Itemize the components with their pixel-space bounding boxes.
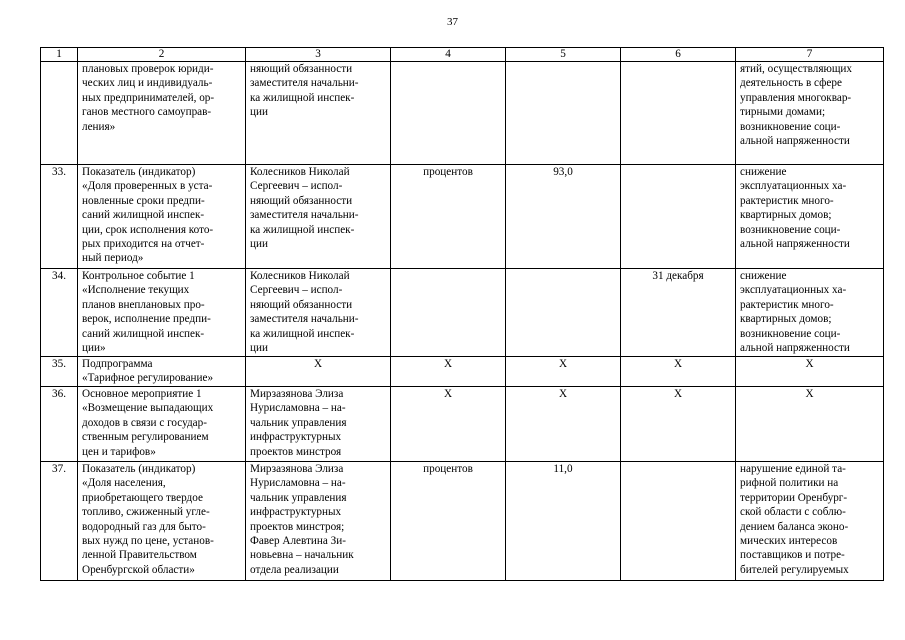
column-header: 1 xyxy=(41,48,78,62)
column-header: 6 xyxy=(621,48,736,62)
row-name: плановых проверок юриди- ческих лиц и индивидуаль- ных предпринимателей, ор- ганов местного самоуправ- ления» xyxy=(78,62,246,165)
row-value: 11,0 xyxy=(506,462,621,581)
row-unit: Х xyxy=(391,387,506,462)
row-responsible: Мирзазянова Элиза Нурисламовна – на- чальник управления инфраструктурных проектов минстроя; Фавер Алевтина Зи- новьевна – начальник отдела реализации xyxy=(246,462,391,581)
table-row xyxy=(41,269,884,357)
row-unit xyxy=(391,269,506,357)
row-unit: процентов xyxy=(391,165,506,269)
row-risks: ятий, осуществляющих деятельность в сфере управления многоквар- тирными домами; возникновение соци- альной напряженности xyxy=(736,62,884,165)
table-row xyxy=(41,462,884,581)
column-header: 2 xyxy=(78,48,246,62)
row-deadline: 31 декабря xyxy=(621,269,736,357)
row-deadline xyxy=(621,462,736,581)
row-number: 36. xyxy=(41,387,78,462)
row-name: Основное мероприятие 1 «Возмещение выпадающих доходов в связи с государ- ственным регулированием цен и тарифов» xyxy=(78,387,246,462)
table-row xyxy=(41,357,884,387)
row-unit: процентов xyxy=(391,462,506,581)
table-header-row xyxy=(41,48,884,62)
document-table xyxy=(40,47,884,581)
table-row xyxy=(41,387,884,462)
column-header: 5 xyxy=(506,48,621,62)
row-unit xyxy=(391,62,506,165)
row-number xyxy=(41,62,78,165)
row-name: Показатель (индикатор) «Доля проверенных в уста- новленные сроки предпи- саний жилищной инспек- ции, срок исполнения кото- рых приходится на отчет- ный период» xyxy=(78,165,246,269)
row-deadline: Х xyxy=(621,387,736,462)
table-row xyxy=(41,165,884,269)
row-number: 34. xyxy=(41,269,78,357)
row-value xyxy=(506,62,621,165)
row-deadline: Х xyxy=(621,357,736,387)
row-deadline xyxy=(621,62,736,165)
row-number: 35. xyxy=(41,357,78,387)
page-number: 37 xyxy=(447,16,458,28)
row-number: 33. xyxy=(41,165,78,269)
row-name: Подпрограмма «Тарифное регулирование» xyxy=(78,357,246,387)
row-responsible: Мирзазянова Элиза Нурисламовна – на- чальник управления инфраструктурных проектов минстроя xyxy=(246,387,391,462)
row-responsible: Колесников Николай Сергеевич – испол- няющий обязанности заместителя начальни- ка жилищной инспек- ции xyxy=(246,165,391,269)
column-header: 7 xyxy=(736,48,884,62)
row-value: 93,0 xyxy=(506,165,621,269)
row-value: Х xyxy=(506,357,621,387)
row-number: 37. xyxy=(41,462,78,581)
row-name: Показатель (индикатор) «Доля населения, приобретающего твердое топливо, сжиженный угле- водородный газ для быто- вых нужд по цене, установ- ленной Правительством Оренбургской области» xyxy=(78,462,246,581)
row-risks: нарушение единой та- рифной политики на территории Оренбург- ской области с соблю- дением баланса эконо- мических интересов поставщиков и потре- бителей регулируемых xyxy=(736,462,884,581)
row-unit: Х xyxy=(391,357,506,387)
row-deadline xyxy=(621,165,736,269)
row-responsible: няющий обязанности заместителя начальни- ка жилищной инспек- ции xyxy=(246,62,391,165)
row-risks: снижение эксплуатационных ха- рактеристик много- квартирных домов; возникновение соци- альной напряженности xyxy=(736,269,884,357)
row-name: Контрольное событие 1 «Исполнение текущих планов внеплановых про- верок, исполнение предпи- саний жилищной инспек- ции» xyxy=(78,269,246,357)
row-risks: Х xyxy=(736,357,884,387)
row-risks: Х xyxy=(736,387,884,462)
column-header: 3 xyxy=(246,48,391,62)
row-responsible: Х xyxy=(246,357,391,387)
row-responsible: Колесников Николай Сергеевич – испол- няющий обязанности заместителя начальни- ка жилищной инспек- ции xyxy=(246,269,391,357)
column-header: 4 xyxy=(391,48,506,62)
table-row xyxy=(41,62,884,165)
row-risks: снижение эксплуатационных ха- рактеристик много- квартирных домов; возникновение соци- альной напряженности xyxy=(736,165,884,269)
row-value xyxy=(506,269,621,357)
row-value: Х xyxy=(506,387,621,462)
